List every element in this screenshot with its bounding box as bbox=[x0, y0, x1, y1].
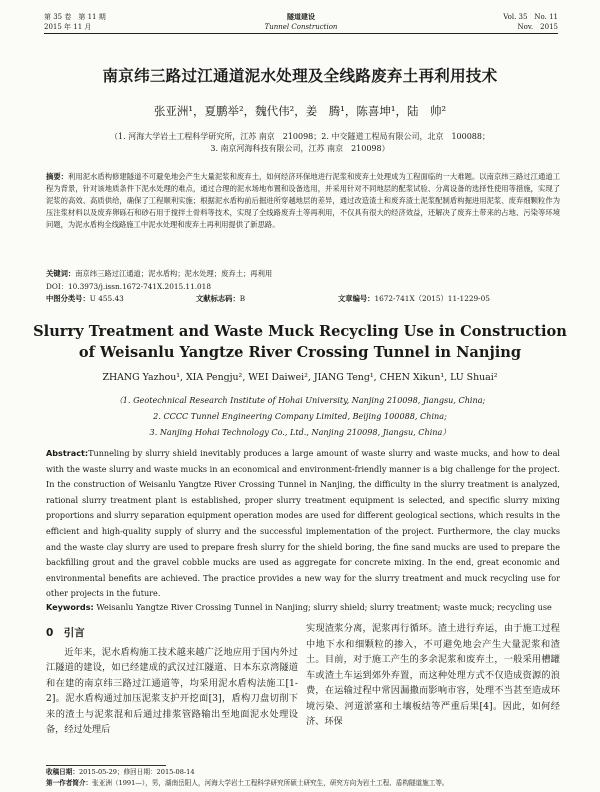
running-header bbox=[44, 12, 558, 34]
body-column-right bbox=[306, 621, 560, 730]
abstract-english bbox=[46, 446, 560, 602]
header-issue bbox=[503, 12, 558, 32]
article-number bbox=[338, 293, 490, 304]
clc-code bbox=[46, 293, 124, 304]
affiliation-en-line3: 3. Nanjing Hohai Technology Co., Ltd., Nanjing 210098, Jiangsu, China） bbox=[149, 427, 451, 437]
header-volume-line1: 第 35 卷 第 11 期 bbox=[44, 13, 106, 21]
footnote-author-text: 张亚洲（1991—），男，湖南岳阳人，河海大学岩土工程科学研究所硕士研究生，研究方向为岩土工程、盾构隧道施工等。 bbox=[92, 779, 449, 787]
abstract-cn-label: 摘要： bbox=[46, 172, 69, 181]
authors-chinese: 张亚洲¹，夏鹏举²，魏代伟²，姜 腾¹，陈喜坤¹，陆 帅² bbox=[153, 104, 447, 118]
intro-paragraph-right: 实现渣浆分离，泥浆再行循环。渣土进行弃运，由于施工过程中地下水和细颗粒的掺入，不可避免地会产生大量泥浆和渣土。目前，对于施工产生的多余泥浆和废弃土，一般采用槽罐车或渣土车运到郊外弃置，而这种处理方式不仅造成资源的浪费，在运输过程中常因漏撒而影响市容，处理不当甚至造成环境污染、河道淤塞和土壤板结等严重后果[4]。因此，如何经济、环保 bbox=[306, 623, 560, 727]
title-english: Slurry Treatment and Waste Muck Recycling Use in Construction of Weisanlu Yangtze River Crossing Tunnel in Nanjing bbox=[33, 323, 567, 361]
header-journal-cn: 隧道建设 bbox=[287, 13, 315, 21]
keywords-english bbox=[46, 601, 560, 613]
keywords-en-label: Keywords: bbox=[46, 602, 94, 612]
title-chinese: 南京纬三路过江通道泥水处理及全线路废弃土再利用技术 bbox=[102, 67, 498, 85]
authors-english: ZHANG Yazhou¹, XIA Pengju², WEI Daiwei², JIANG Teng¹, CHEN Xikun¹, LU Shuai² bbox=[102, 372, 498, 383]
affiliation-cn-line1: （1. 河海大学岩土工程科学研究所，江苏 南京 210098；2. 中交隧道工程局有限公司，北京 100088； bbox=[110, 132, 490, 141]
header-issue-line1: Vol. 35 No. 11 bbox=[503, 13, 558, 21]
affiliation-en-line2: 2. CCCC Tunnel Engineering Company Limited, Beijing 100088, China; bbox=[153, 411, 447, 421]
header-journal-en: Tunnel Construction bbox=[264, 23, 338, 31]
affiliations-chinese bbox=[60, 131, 540, 155]
footnote-author bbox=[46, 778, 449, 788]
affiliations-english bbox=[60, 392, 540, 440]
clc-label: 中图分类号： bbox=[46, 294, 90, 303]
doc-value: B bbox=[239, 294, 246, 303]
header-volume-line2: 2015 年 11 月 bbox=[44, 23, 92, 31]
footnote-divider bbox=[46, 765, 166, 766]
abstract-chinese bbox=[46, 171, 560, 231]
footnote-received-label: 收稿日期： bbox=[46, 768, 79, 776]
article-label: 文章编号： bbox=[338, 294, 375, 303]
header-journal bbox=[44, 12, 558, 32]
abstract-en-text: Tunneling by slurry shield inevitably produces a large amount of waste slurry and waste mucks, and how to deal with the waste slurry and waste mucks in an economical and environment-friendly manner is a big challenge for the project. In the construction of Weisanlu Yangtze River Crossing Tunnel in Nanjing, the difficulty in the slurry treatment is analyzed, rational slurry treatment plant is established, proper slurry treatment equipment is selected, and specific slurry mixing proportions and slurry separation equipment operation modes are used for different geological sections, which results in the efficient and high-quality supply of slurry and the successful implementation of the project. Furthermore, the clay mucks and the waste clay slurry are used to prepare fresh slurry for the shield boring, the fine sand mucks are used to prepare the backfilling grout and the gravel cobble mucks are used as aggregate for concrete mixing. In the end, great economic and environmental benefits are achieved. The practice provides a new way for the slurry treatment and muck recycling use for other projects in the future. bbox=[46, 448, 560, 599]
clc-value: U 455.43 bbox=[89, 294, 124, 303]
footnote-received-text: 2015-05-29；修回日期：2015-08-14 bbox=[78, 768, 195, 776]
affiliation-en-line1: （1. Geotechnical Research Institute of Hohai University, Nanjing 210098, Jiangsu, China; bbox=[114, 395, 486, 405]
doi: DOI：10.3973/j.issn.1672-741X.2015.11.018 bbox=[46, 282, 211, 291]
affiliation-cn-line2: 3. 南京河海科技有限公司，江苏 南京 210098） bbox=[210, 144, 390, 153]
section-heading-introduction: 0 引言 bbox=[46, 627, 85, 639]
footnote-received bbox=[46, 767, 195, 777]
intro-paragraph-left: 近年来，泥水盾构施工技术越来越广泛地应用于国内外过江隧道的建设，如已经建成的武汉过江隧道、日本东京湾隧道和在建的南京纬三路过江通道等，均采用泥水盾构法施工[1-2]。泥水盾构通过加压泥浆支护开挖面[3]，盾构刀盘切削下来的渣土与泥浆混和后通过排浆管路输出至地面泥水处理设备，经过处理后 bbox=[46, 646, 298, 735]
footnote-author-label: 第一作者简介： bbox=[46, 779, 93, 787]
keywords-cn-text: 南京纬三路过江通道；泥水盾构；泥水处理；废弃土；再利用 bbox=[75, 269, 273, 278]
abstract-cn-text: 利用泥水盾构修建隧道不可避免地会产生大量泥浆和废弃土，如何经济环保地进行泥浆和废弃土处理成为工程面临的一大难题。以南京纬三路过江通道工程为背景，针对该地质条件下泥水处理的难点，通过合理的泥水场地布置和设备选用，并采用针对不同地层的配浆试验、分离设备的选择性使用等措施，实现了泥浆的高效、高质供给，确保了工程顺利实施；根据泥水盾构前后掘进所穿越地层的差异，通过改造渣土和废弃渣土泥浆配制盾构掘进用泥浆、废弃细颗粒作为压注浆材料以及废弃卵砾石和砂石用于搅拌土骨料等技术，实现了全线路废弃土等再利用，不仅具有很大的经济效益，还解决了废弃土带来的占地、污染等环境问题，为泥水盾构全线路施工中泥水处理和废弃土再利用提供了新思路。 bbox=[46, 172, 560, 230]
doc-code bbox=[196, 293, 245, 304]
article-value: 1672-741X（2015）11-1229-05 bbox=[374, 294, 490, 303]
body-column-left bbox=[46, 620, 298, 738]
header-issue-line2: Nov. 2015 bbox=[517, 23, 558, 31]
keywords-cn-label: 关键词： bbox=[46, 269, 76, 278]
doc-label: 文献标志码： bbox=[196, 294, 240, 303]
abstract-en-label: Abstract: bbox=[46, 448, 89, 458]
keywords-chinese bbox=[46, 268, 560, 279]
keywords-en-text: Weisanlu Yangtze River Crossing Tunnel in Nanjing; slurry shield; slurry treatment; waste muck; recycling use bbox=[96, 602, 552, 612]
